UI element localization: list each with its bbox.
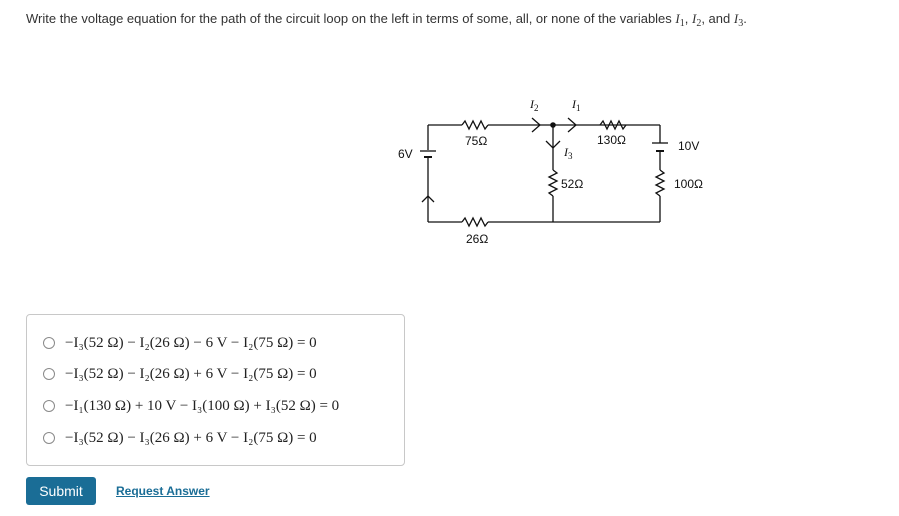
- request-answer-link[interactable]: Request Answer: [116, 484, 210, 498]
- choice-option-4[interactable]: [43, 427, 317, 449]
- choice-option-3[interactable]: [43, 395, 339, 417]
- resistor-100-label: 100Ω: [674, 177, 703, 191]
- resistor-52-symbol: [549, 170, 557, 196]
- resistor-130-label: 130Ω: [597, 133, 626, 147]
- resistor-75-label: 75Ω: [465, 134, 488, 148]
- choice-text: −I₃(52 Ω) − I₂(26 Ω) − 6 V − I₂(75 Ω) = 0: [65, 334, 317, 351]
- question-prefix: Write the voltage equation for the path of the circuit loop on the left in terms of some, all, or none of the variables: [26, 11, 676, 26]
- radio-button[interactable]: [43, 337, 55, 349]
- choice-option-2[interactable]: [43, 363, 317, 385]
- resistor-26-symbol: [462, 218, 488, 226]
- question-sep: ,: [684, 11, 692, 26]
- resistor-52-label: 52Ω: [561, 177, 584, 191]
- question-sep: , and: [701, 11, 734, 26]
- resistor-100-symbol: [656, 170, 664, 196]
- battery-10v-label: 10V: [678, 139, 700, 153]
- radio-button[interactable]: [43, 432, 55, 444]
- choice-text: −I₃(52 Ω) − I₂(26 Ω) + 6 V − I₂(75 Ω) = 0: [65, 365, 317, 382]
- choice-option-1[interactable]: [43, 332, 317, 354]
- current-i3-label: $I_3$: [564, 145, 573, 161]
- submit-button[interactable]: Submit: [26, 477, 96, 505]
- variable-i3: $I_3$: [733, 11, 744, 29]
- battery-6v-label: 6V: [398, 147, 413, 161]
- resistor-75-symbol: [462, 121, 488, 129]
- radio-button[interactable]: [43, 368, 55, 380]
- current-i2-label: $I_2$: [530, 97, 539, 113]
- current-i1-label: $I_1$: [572, 97, 581, 113]
- choice-text: −I₃(52 Ω) − I₃(26 Ω) + 6 V − I₂(75 Ω) = 0: [65, 429, 317, 446]
- choice-text: −I₁(130 Ω) + 10 V − I₃(100 Ω) + I₃(52 Ω) = 0: [65, 397, 340, 414]
- junction-dot: [550, 122, 556, 128]
- variable-i1: $I_1$: [675, 11, 685, 29]
- radio-button[interactable]: [43, 400, 55, 412]
- variable-i2: $I_2$: [691, 11, 702, 29]
- question-suffix: .: [743, 11, 747, 26]
- answer-choices-box: [26, 314, 405, 466]
- resistor-26-label: 26Ω: [466, 232, 489, 246]
